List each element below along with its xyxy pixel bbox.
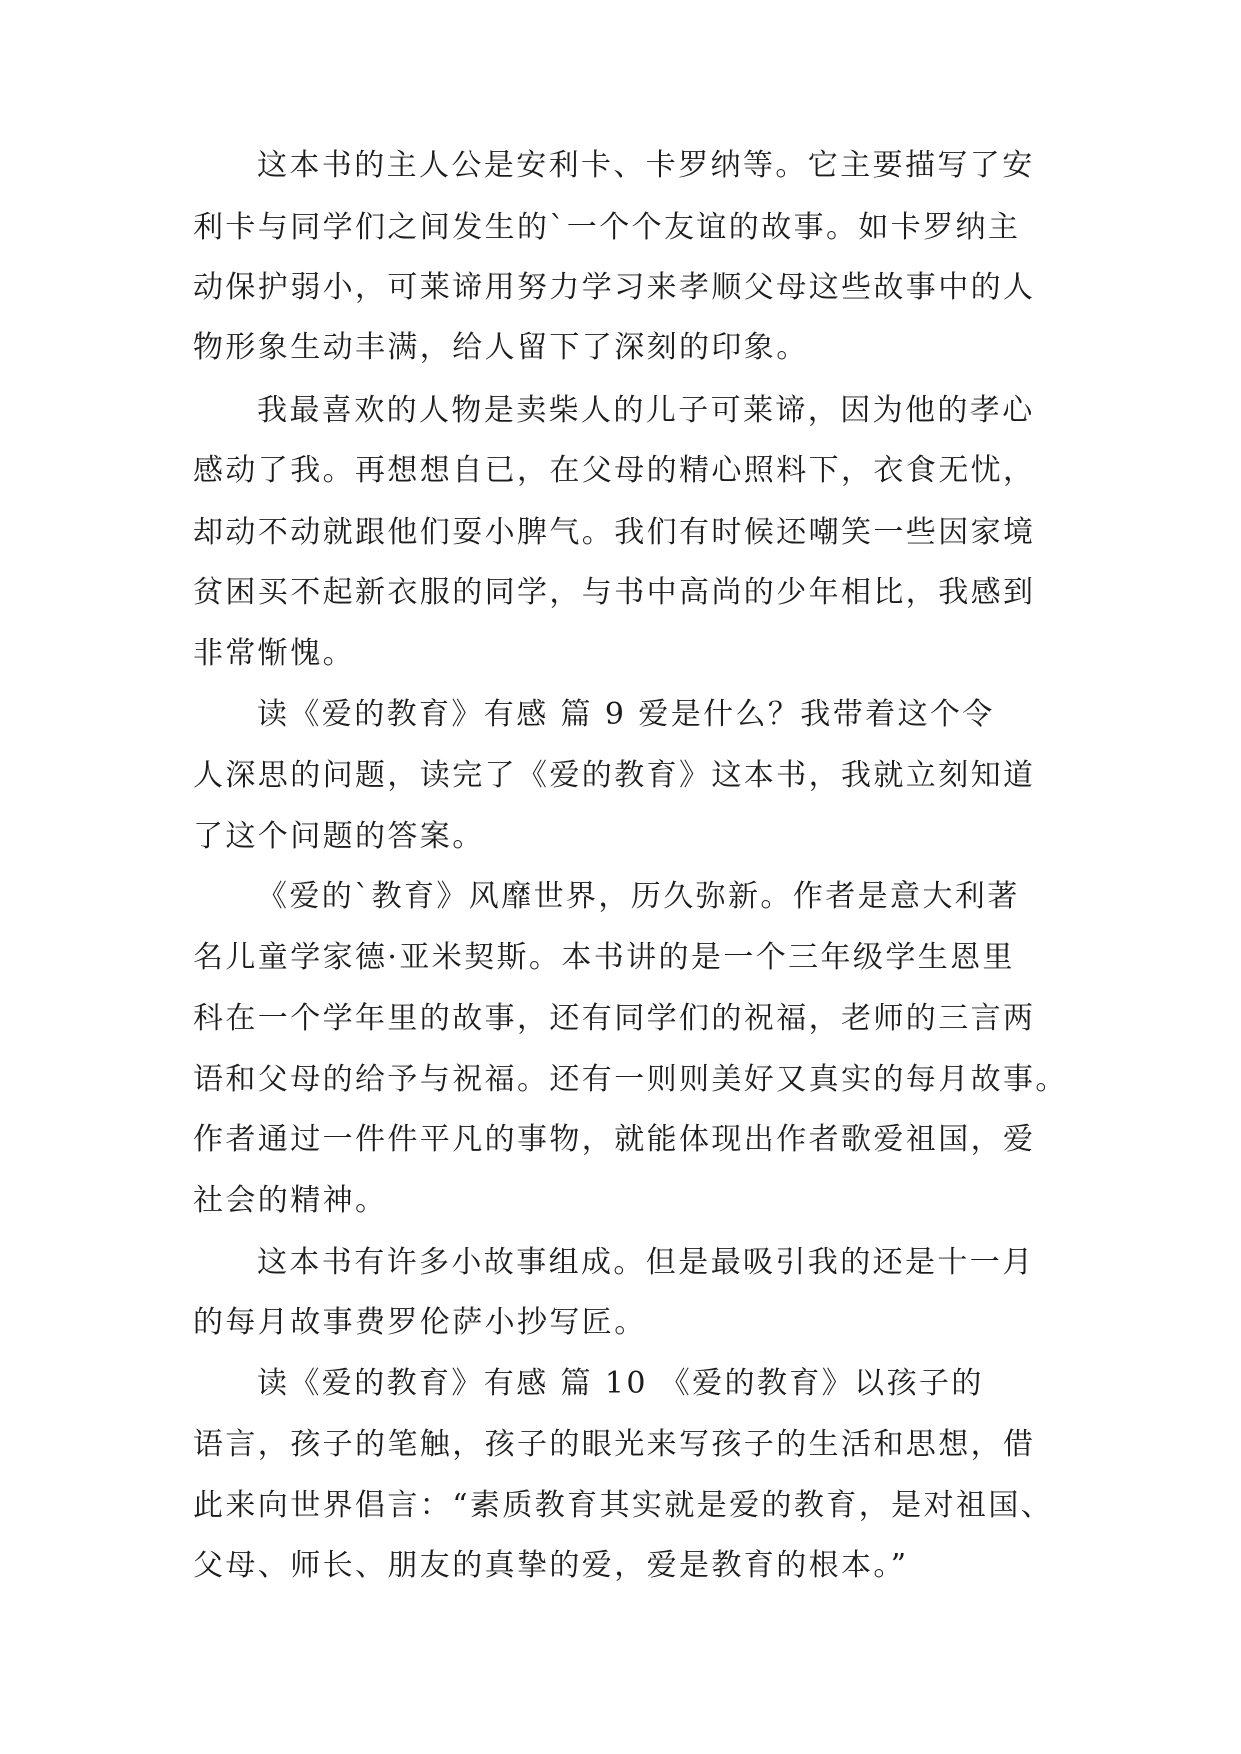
text-line: 动保护弱小，可莱谛用努力学习来孝顺父母这些故事中的人 xyxy=(193,270,1036,305)
text-line: 读《爱的教育》有感 篇 10 《爱的教育》以孩子的 xyxy=(257,1366,984,1401)
text-line: 了这个问题的答案。 xyxy=(193,819,485,854)
text-line: 语言，孩子的笔触，孩子的眼光来写孩子的生活和思想，借 xyxy=(193,1427,1036,1462)
text-line: 物形象生动丰满，给人留下了深刻的印象。 xyxy=(193,330,809,365)
text-line: 我最喜欢的人物是卖柴人的儿子可莱谛，因为他的孝心 xyxy=(257,393,1035,428)
text-line: 这本书有许多小故事组成。但是最吸引我的还是十一月 xyxy=(257,1245,1035,1280)
text-line: 感动了我。再想想自已，在父母的精心照料下，衣食无忧， xyxy=(193,453,1036,488)
text-line: 贫困买不起新衣服的同学，与书中高尚的少年相比，我感到 xyxy=(193,575,1036,610)
text-line: 名儿童学家德·亚米契斯。本书讲的是一个三年级学生恩里 xyxy=(193,940,1015,975)
text-line: 语和父母的给予与祝福。还有一则则美好又真实的每月故事。 xyxy=(193,1062,1068,1097)
text-line: 科在一个学年里的故事，还有同学们的祝福，老师的三言两 xyxy=(193,1001,1036,1036)
text-line: 这本书的主人公是安利卡、卡罗纳等。它主要描写了安 xyxy=(257,148,1035,183)
text-line: 非常惭愧。 xyxy=(193,636,355,671)
text-line: 读《爱的教育》有感 篇 9 爱是什么？我带着这个令 xyxy=(257,697,995,732)
text-line: 《爱的`教育》风靡世界，历久弥新。作者是意大利著 xyxy=(257,879,1020,914)
text-line: 父母、师长、朋友的真挚的爱，爱是教育的根本。” xyxy=(193,1548,909,1583)
text-line: 社会的精神。 xyxy=(193,1183,388,1218)
text-line: 此来向世界倡言：“素质教育其实就是爱的教育，是对祖国、 xyxy=(193,1488,1054,1523)
text-line: 却动不动就跟他们耍小脾气。我们有时候还嘲笑一些因家境 xyxy=(193,515,1036,550)
text-line: 作者通过一件件平凡的事物，就能体现出作者歌爱祖国，爱 xyxy=(193,1122,1036,1157)
text-line: 利卡与同学们之间发生的`一个个友谊的故事。如卡罗纳主 xyxy=(193,210,1021,245)
text-line: 人深思的问题，读完了《爱的教育》这本书，我就立刻知道 xyxy=(193,758,1036,793)
text-line: 的每月故事费罗伦萨小抄写匠。 xyxy=(193,1305,647,1340)
